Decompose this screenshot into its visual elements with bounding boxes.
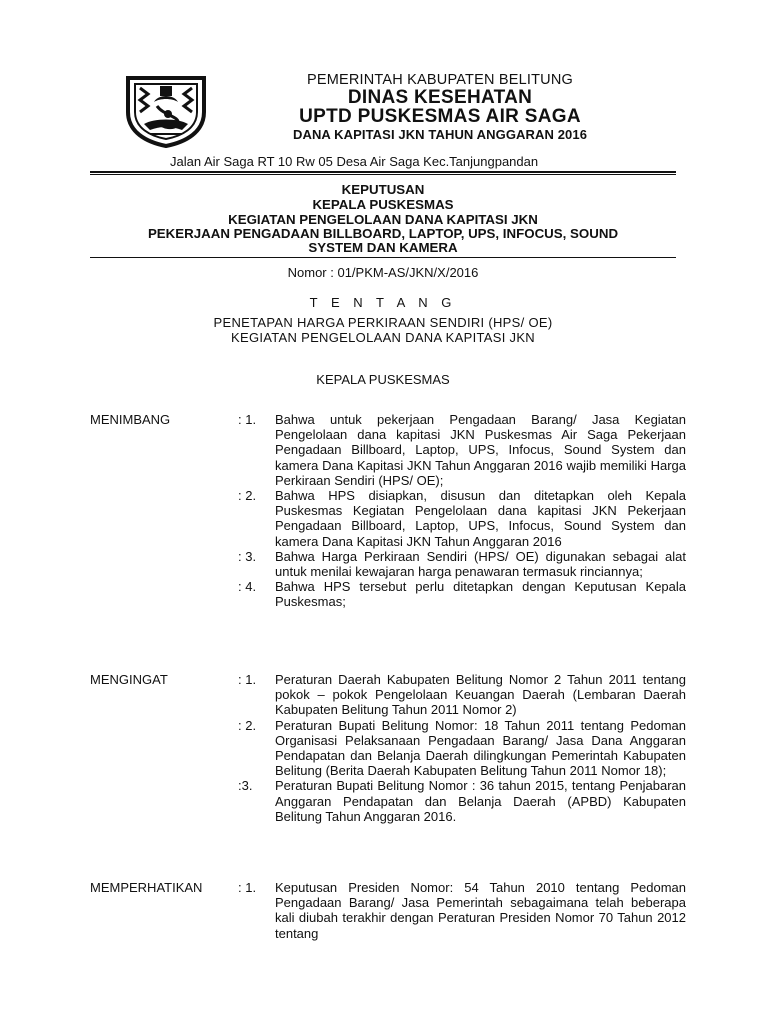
address: Jalan Air Saga RT 10 Rw 05 Desa Air Saga Kec.Tanjungpandan [170,154,539,169]
list-item [90,549,690,579]
decree-work-line1: PEKERJAAN PENGADAAN BILLBOARD, LAPTOP, UPS, INFOCUS, SOUND [147,226,619,241]
decree-issuer: KEPALA PUSKESMAS [312,197,454,212]
list-item [90,579,690,609]
item-text: Bahwa HPS disiapkan, disusun dan ditetapkan oleh Kepala Puskesmas Kegiatan Pengelolaan dana kapitasi JKN Pekerjaan Pengadaan Billboard, Laptop, UPS, Infocus, Sound System dan kamera Dana Kapitasi JKN Tahun Anggaran 2016 [275,488,686,549]
item-text: Bahwa HPS tersebut perlu ditetapkan dengan Keputusan Kepala Puskesmas; [275,579,686,610]
item-text: Bahwa Harga Perkiraan Sendiri (HPS/ OE) digunakan sebagai alat untuk menilai kewajaran harga penawaran termasuk rinciannya; [275,548,686,580]
item-number: : 2. [238,488,257,504]
list-item [90,412,690,488]
decree-work-line2: SYSTEM DAN KAMERA [308,240,458,255]
item-number: :3. [238,778,253,794]
list-item [90,778,690,824]
section-label: MEMPERHATIKAN [90,880,203,895]
item-number: : 2. [238,717,257,733]
letterhead-rule [90,171,676,173]
list-item [90,880,690,941]
kepala-heading: KEPALA PUSKESMAS [316,372,450,387]
unit-name: UPTD PUSKESMAS AIR SAGA [299,106,581,127]
list-item [90,488,690,549]
decree-number: Nomor : 01/PKM-AS/JKN/X/2016 [287,265,479,280]
mengingat-section [90,672,690,824]
item-text: Keputusan Presiden Nomor: 54 Tahun 2010 tentang Pedoman Pengadaan Barang/ Jasa Pemerintah sebagaimana telah beberapa kali diubah terakhir dengan Peraturan Presiden Nomor 70 Tahun 2012 tentang [275,880,686,941]
item-number: : 3. [238,548,257,564]
title-rule [90,257,676,258]
item-number: : 4. [238,579,257,595]
department-name: DINAS KESEHATAN [347,87,533,108]
government-name: PEMERINTAH KABUPATEN BELITUNG [306,72,574,88]
item-text: Peraturan Daerah Kabupaten Belitung Nomor 2 Tahun 2011 tentang pokok – pokok Pengelolaan Keuangan Daerah (Lembaran Daerah Kabupaten Belitung Tahun 2011 Nomor 2) [275,672,686,718]
decree-title: KEPUTUSAN [341,182,425,197]
fund-name: DANA KAPITASI JKN TAHUN ANGGARAN 2016 [292,127,588,142]
tentang-heading: T E N T A N G [309,295,457,310]
item-text: Bahwa untuk pekerjaan Pengadaan Barang/ Jasa Kegiatan Pengelolaan dana kapitasi JKN Puskesmas Air Saga Pekerjaan Pengadaan Billboard, Laptop, UPS, Infocus, Sound System dan kamera Dana Kapitasi JKN Tahun Anggaran 2016 wajib memiliki Harga Perkiraan Sendiri (HPS/ OE); [275,412,686,488]
item-text: Peraturan Bupati Belitung Nomor : 36 tahun 2015, tentang Penjabaran Anggaran Pendapatan dan Belanja Daerah (APBD) Kabupaten Belitung Tahun Anggaran 2016. [275,778,686,824]
item-number: : 1. [238,880,257,895]
list-item [90,672,690,718]
memperhatikan-section [90,880,690,941]
letterhead-rule-thin [90,174,676,175]
subject-line1: PENETAPAN HARGA PERKIRAAN SENDIRI (HPS/ OE) [213,315,553,330]
subject-line2: KEGIATAN PENGELOLAAN DANA KAPITASI JKN [231,330,535,345]
section-label: MENGINGAT [90,672,168,687]
menimbang-section [90,412,690,610]
item-number: : 1. [238,412,257,427]
section-label: MENIMBANG [90,412,171,427]
item-number: : 1. [238,672,257,687]
list-item [90,718,690,779]
item-text: Peraturan Bupati Belitung Nomor: 18 Tahun 2011 tentang Pedoman Organisasi Pelaksanaan Pengadaan Barang/ Jasa Dana Anggaran Pendapatan dan Belanja Daerah dilingkungan Pemerintah Kabupaten Belitung (Berita Daerah Kabupaten Belitung Tahun 2011 Nomor 18); [275,717,686,779]
decree-activity: KEGIATAN PENGELOLAAN DANA KAPITASI JKN [228,212,538,227]
